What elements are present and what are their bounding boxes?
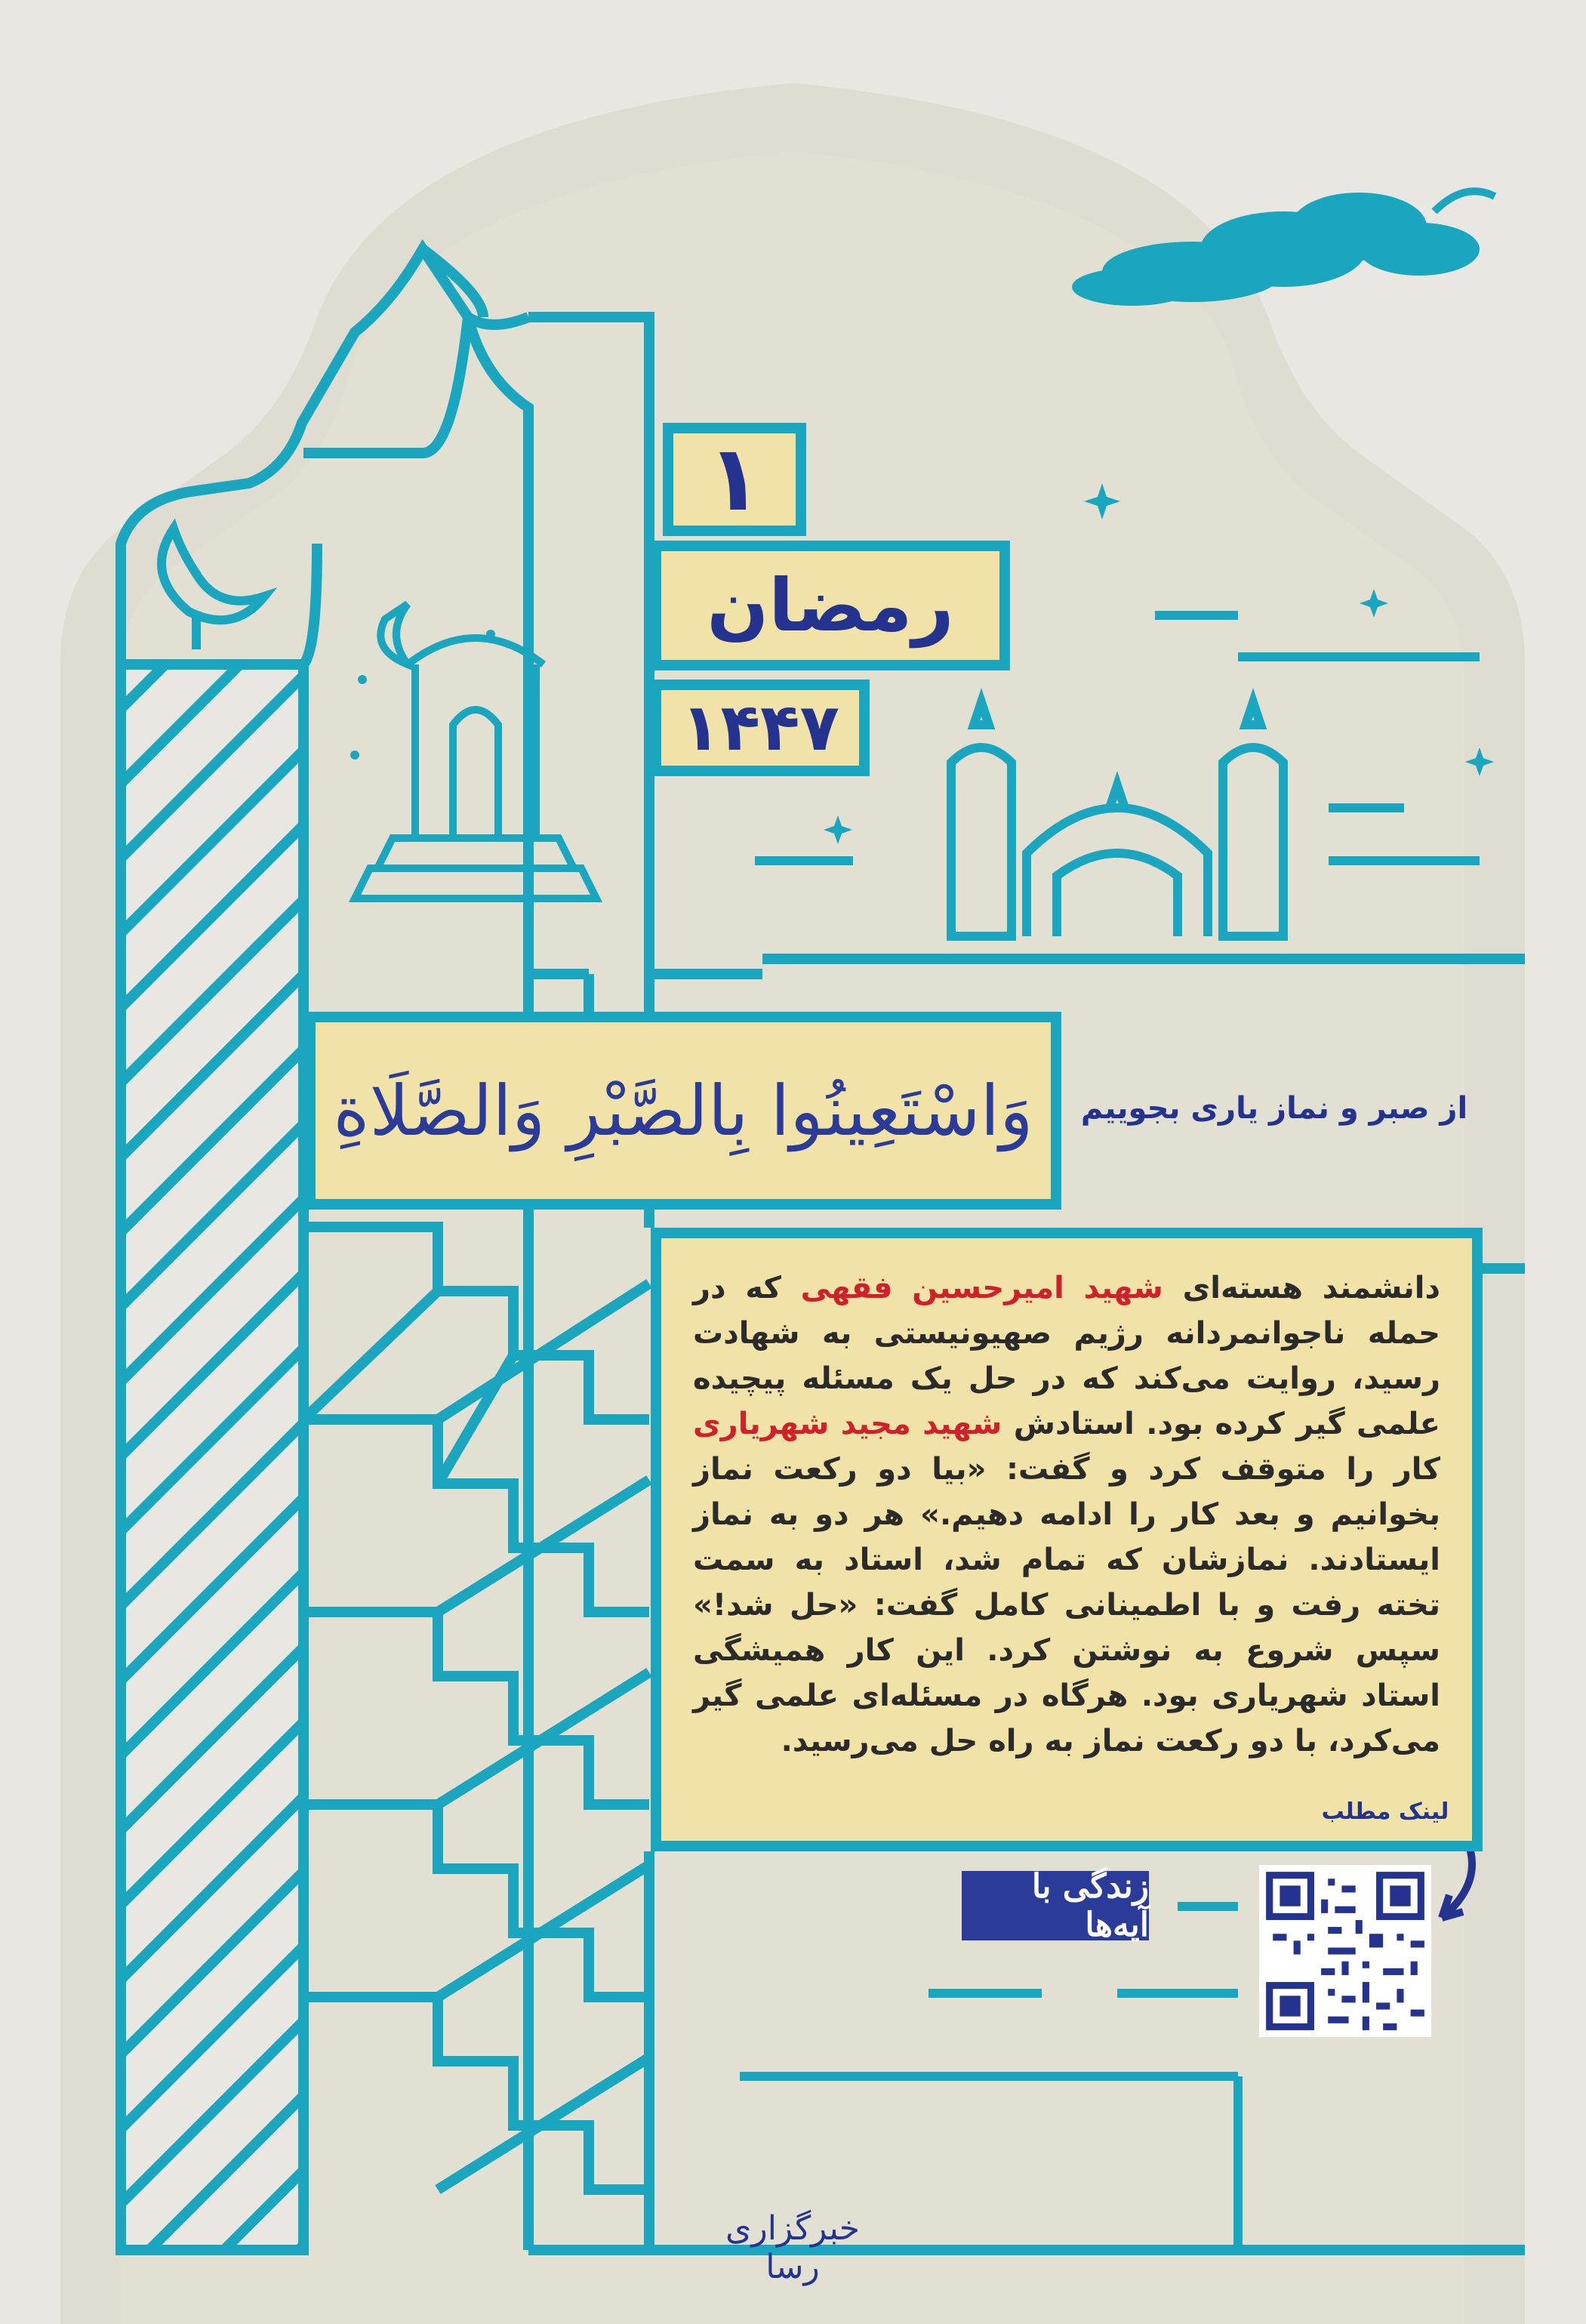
verse-translation: از صبر و نماز یاری بجوییم <box>1080 1091 1468 1126</box>
story-part-2: که در حمله ناجوانمردانه رژیم صهیونیستی به شهادت رسید، روایت می‌کند که در حل یک مسئله پیچیده علمی گیر کرده بود. استادش <box>693 1271 1440 1441</box>
date-day: ۱ <box>663 423 806 536</box>
quran-verse <box>305 1012 1061 1210</box>
verse-arabic: وَاسْتَعِينُوا بِالصَّبْرِ وَالصَّلَاةِ <box>333 1070 1033 1151</box>
martyr-name-2: شهید مجید شهریاری <box>693 1407 1002 1441</box>
link-label: لینک مطلب <box>1321 1798 1449 1825</box>
story-part-3: کار را متوقف کرد و گفت: «بیا دو رکعت نماز بخوانیم و بعد کار را ادامه دهیم.» هر دو به نماز ایستادند. نمازشان که تمام شد، استاد به سمت تخته رفت و با اطمینانی کامل گفت: «حل شد!» سپس شروع به نوشتن کرد. این کار همیشگی استاد شهریاری بود. هرگاه در مسئله‌ای علمی گیر می‌کرد، با دو رکعت نماز به راه حل می‌رسید. <box>693 1452 1440 1758</box>
story-part-1: دانشمند هسته‌ای <box>1163 1271 1440 1305</box>
story-text <box>651 1228 1483 1851</box>
striped-column <box>121 664 303 2250</box>
date-year: ۱۴۴۷ <box>651 680 870 776</box>
qr-code-icon[interactable] <box>1259 1865 1431 2037</box>
brand-text: زندگی با آیه‌ها <box>1031 1867 1149 1944</box>
footer-logo: خبرگزاری رسا <box>725 2209 860 2286</box>
brand-logo <box>962 1867 1149 1944</box>
date-month: رمضان <box>651 541 1010 670</box>
martyr-name-1: شهید امیرحسین فقهی <box>800 1271 1163 1305</box>
